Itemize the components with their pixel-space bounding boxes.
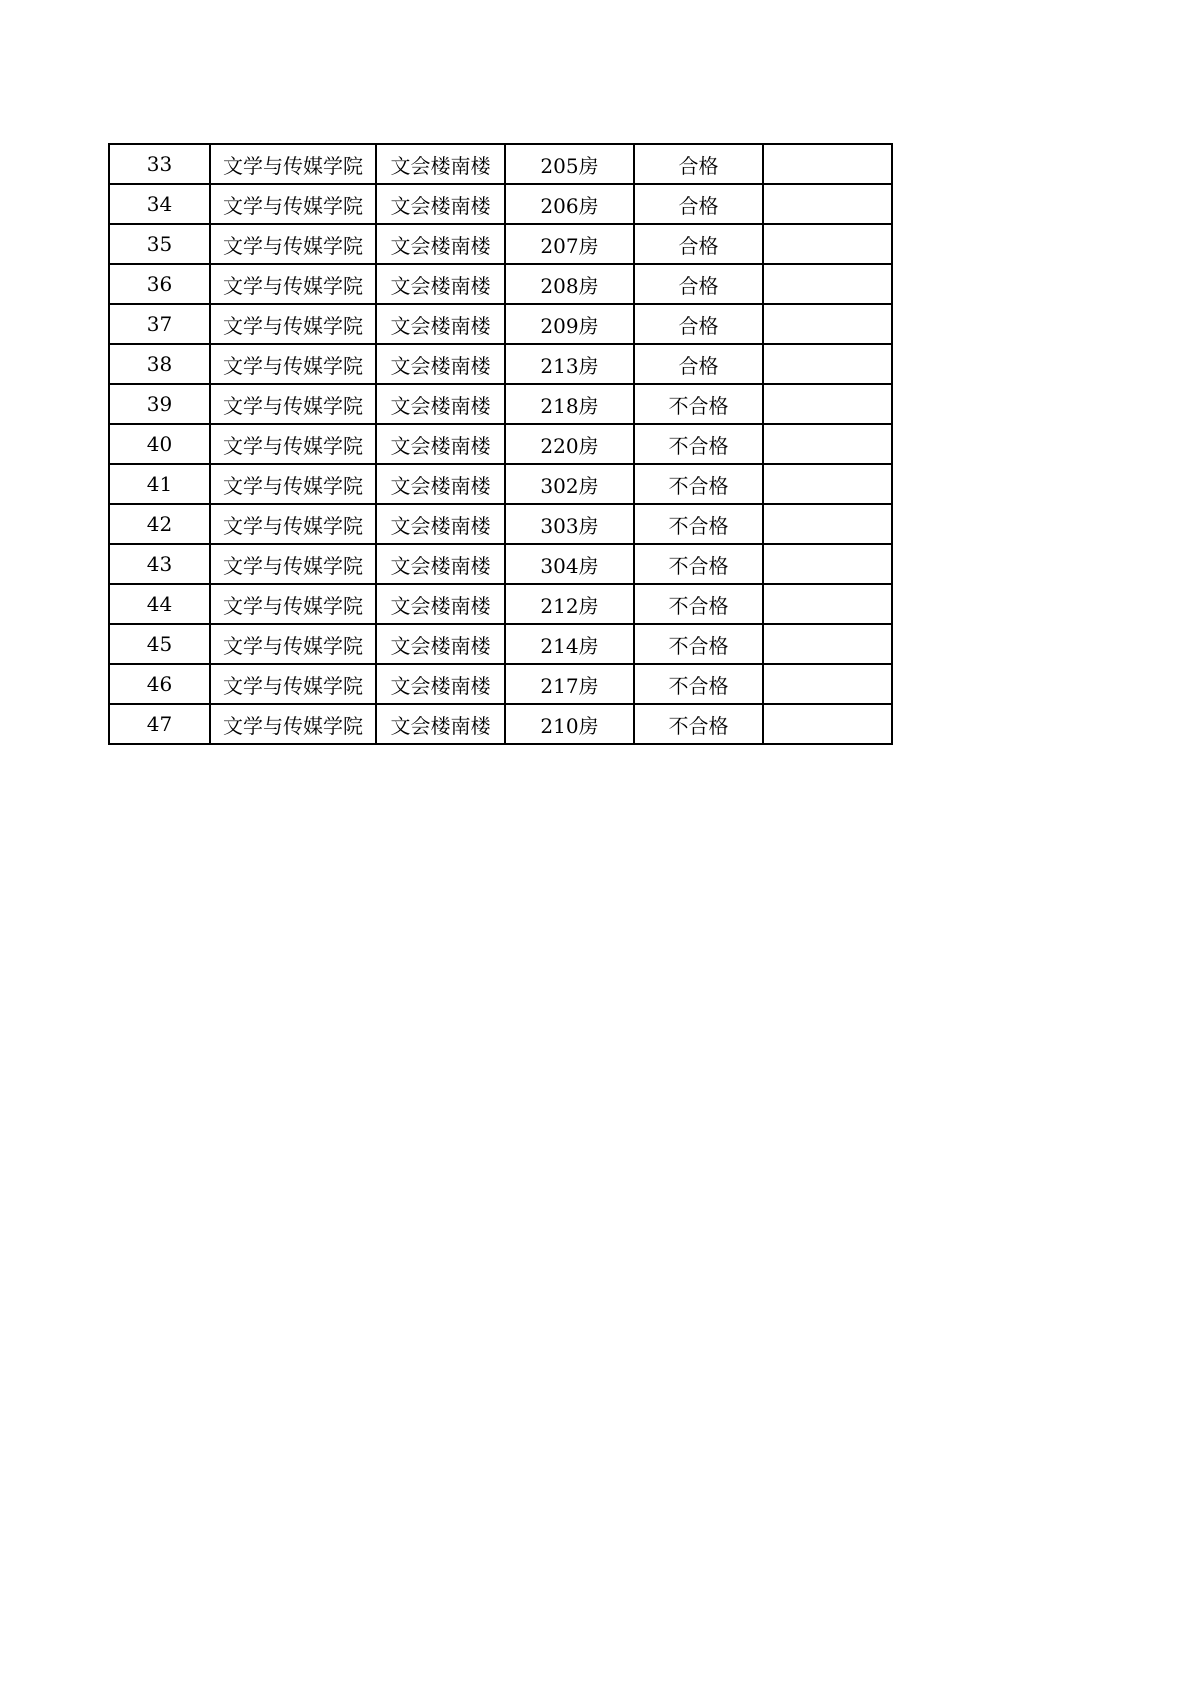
college-cell: 文学与传媒学院 bbox=[210, 664, 376, 704]
room-cell: 302房 bbox=[505, 464, 634, 504]
result-cell: 不合格 bbox=[634, 544, 763, 584]
note-cell bbox=[763, 384, 892, 424]
room-cell: 217房 bbox=[505, 664, 634, 704]
result-cell: 合格 bbox=[634, 184, 763, 224]
building-cell: 文会楼南楼 bbox=[376, 504, 505, 544]
table-row bbox=[109, 384, 892, 424]
note-cell bbox=[763, 584, 892, 624]
room-cell: 218房 bbox=[505, 384, 634, 424]
college-cell: 文学与传媒学院 bbox=[210, 424, 376, 464]
note-cell bbox=[763, 544, 892, 584]
row-number-cell: 45 bbox=[109, 624, 210, 664]
college-cell: 文学与传媒学院 bbox=[210, 584, 376, 624]
table-row bbox=[109, 264, 892, 304]
table-row bbox=[109, 224, 892, 264]
row-number-cell: 43 bbox=[109, 544, 210, 584]
table-row bbox=[109, 584, 892, 624]
room-cell: 207房 bbox=[505, 224, 634, 264]
building-cell: 文会楼南楼 bbox=[376, 184, 505, 224]
row-number-cell: 46 bbox=[109, 664, 210, 704]
table-row bbox=[109, 424, 892, 464]
result-cell: 不合格 bbox=[634, 424, 763, 464]
college-cell: 文学与传媒学院 bbox=[210, 304, 376, 344]
room-cell: 210房 bbox=[505, 704, 634, 744]
result-cell: 不合格 bbox=[634, 584, 763, 624]
building-cell: 文会楼南楼 bbox=[376, 664, 505, 704]
building-cell: 文会楼南楼 bbox=[376, 304, 505, 344]
result-cell: 不合格 bbox=[634, 504, 763, 544]
table-row bbox=[109, 304, 892, 344]
note-cell bbox=[763, 184, 892, 224]
row-number-cell: 35 bbox=[109, 224, 210, 264]
result-cell: 合格 bbox=[634, 344, 763, 384]
inspection-table bbox=[108, 143, 893, 745]
row-number-cell: 37 bbox=[109, 304, 210, 344]
college-cell: 文学与传媒学院 bbox=[210, 144, 376, 184]
note-cell bbox=[763, 504, 892, 544]
building-cell: 文会楼南楼 bbox=[376, 544, 505, 584]
row-number-cell: 36 bbox=[109, 264, 210, 304]
result-cell: 不合格 bbox=[634, 384, 763, 424]
room-cell: 213房 bbox=[505, 344, 634, 384]
note-cell bbox=[763, 664, 892, 704]
note-cell bbox=[763, 224, 892, 264]
note-cell bbox=[763, 464, 892, 504]
table-body bbox=[109, 144, 892, 744]
building-cell: 文会楼南楼 bbox=[376, 584, 505, 624]
row-number-cell: 41 bbox=[109, 464, 210, 504]
result-cell: 不合格 bbox=[634, 624, 763, 664]
college-cell: 文学与传媒学院 bbox=[210, 264, 376, 304]
note-cell bbox=[763, 424, 892, 464]
result-cell: 合格 bbox=[634, 304, 763, 344]
note-cell bbox=[763, 264, 892, 304]
note-cell bbox=[763, 304, 892, 344]
note-cell bbox=[763, 624, 892, 664]
result-cell: 合格 bbox=[634, 264, 763, 304]
table-row bbox=[109, 664, 892, 704]
college-cell: 文学与传媒学院 bbox=[210, 384, 376, 424]
result-cell: 不合格 bbox=[634, 664, 763, 704]
note-cell bbox=[763, 704, 892, 744]
note-cell bbox=[763, 344, 892, 384]
result-cell: 不合格 bbox=[634, 704, 763, 744]
building-cell: 文会楼南楼 bbox=[376, 704, 505, 744]
room-cell: 303房 bbox=[505, 504, 634, 544]
room-cell: 212房 bbox=[505, 584, 634, 624]
row-number-cell: 38 bbox=[109, 344, 210, 384]
college-cell: 文学与传媒学院 bbox=[210, 704, 376, 744]
college-cell: 文学与传媒学院 bbox=[210, 544, 376, 584]
table-row bbox=[109, 184, 892, 224]
table-row bbox=[109, 704, 892, 744]
table-row bbox=[109, 624, 892, 664]
room-cell: 304房 bbox=[505, 544, 634, 584]
college-cell: 文学与传媒学院 bbox=[210, 504, 376, 544]
table-row bbox=[109, 504, 892, 544]
row-number-cell: 33 bbox=[109, 144, 210, 184]
row-number-cell: 47 bbox=[109, 704, 210, 744]
room-cell: 206房 bbox=[505, 184, 634, 224]
college-cell: 文学与传媒学院 bbox=[210, 464, 376, 504]
room-cell: 209房 bbox=[505, 304, 634, 344]
room-cell: 214房 bbox=[505, 624, 634, 664]
college-cell: 文学与传媒学院 bbox=[210, 184, 376, 224]
room-cell: 220房 bbox=[505, 424, 634, 464]
room-cell: 208房 bbox=[505, 264, 634, 304]
row-number-cell: 40 bbox=[109, 424, 210, 464]
result-cell: 不合格 bbox=[634, 464, 763, 504]
table-row bbox=[109, 544, 892, 584]
college-cell: 文学与传媒学院 bbox=[210, 344, 376, 384]
college-cell: 文学与传媒学院 bbox=[210, 224, 376, 264]
row-number-cell: 42 bbox=[109, 504, 210, 544]
building-cell: 文会楼南楼 bbox=[376, 424, 505, 464]
building-cell: 文会楼南楼 bbox=[376, 384, 505, 424]
table-row bbox=[109, 144, 892, 184]
row-number-cell: 44 bbox=[109, 584, 210, 624]
building-cell: 文会楼南楼 bbox=[376, 624, 505, 664]
room-cell: 205房 bbox=[505, 144, 634, 184]
result-cell: 合格 bbox=[634, 144, 763, 184]
building-cell: 文会楼南楼 bbox=[376, 464, 505, 504]
building-cell: 文会楼南楼 bbox=[376, 144, 505, 184]
college-cell: 文学与传媒学院 bbox=[210, 624, 376, 664]
note-cell bbox=[763, 144, 892, 184]
row-number-cell: 34 bbox=[109, 184, 210, 224]
building-cell: 文会楼南楼 bbox=[376, 224, 505, 264]
building-cell: 文会楼南楼 bbox=[376, 344, 505, 384]
table-row bbox=[109, 464, 892, 504]
table-row bbox=[109, 344, 892, 384]
row-number-cell: 39 bbox=[109, 384, 210, 424]
result-cell: 合格 bbox=[634, 224, 763, 264]
building-cell: 文会楼南楼 bbox=[376, 264, 505, 304]
